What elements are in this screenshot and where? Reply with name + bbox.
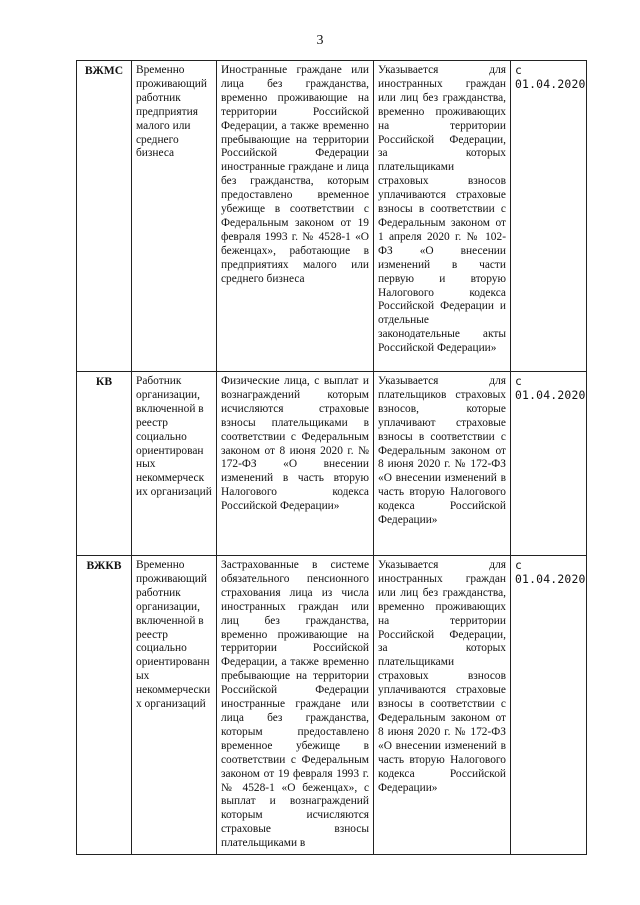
effective-date: с 01.04.2020: [515, 63, 586, 91]
category-code: ВЖМС: [84, 64, 124, 77]
table-row: [77, 372, 587, 556]
category-name: Работник организации, включенной в реестр социально ориентирован ных некоммерческ их организаций: [136, 375, 212, 499]
category-description: Иностранные граждане или лица без гражданства, временно проживающие на территории Российской Федерации, а также временно пребывающие на территории Российской Федерации иностранные граждане и лица без гражданства, которым предоставлено временное убежище в соответствии с Федеральным законом от 19 февраля 1993 г. № 4528-1 «О беженцах», работающие в предприятиях малого или среднего бизнеса: [221, 64, 369, 285]
effective-date: с 01.04.2020: [515, 374, 586, 402]
category-name-cell: [132, 61, 217, 372]
category-code-cell: [77, 556, 132, 855]
category-codes-table: [76, 60, 587, 855]
category-note-cell: [374, 556, 511, 855]
category-code: КВ: [95, 375, 113, 388]
category-description: Застрахованные в системе обязательного пенсионного страхования лица из числа иностранных граждан или лиц без гражданства, временно проживающие на территории Российской Федерации, а также временно пребывающие на территории Российской Федерации иностранные граждане или лица без гражданства, которым предоставлено временное убежище в соответствии с Федеральным законом от 19 февраля 1993 г. № 4528-1 «О беженцах», с выплат и вознаграждений которым исчисляются страховые взносы плательщиками в: [221, 559, 369, 850]
category-description: Физические лица, с выплат и вознаграждений которым исчисляются страховые взносы плательщиками в соответствии с Федеральным законом от 8 июня 2020 г. № 172-ФЗ «О внесении изменений в часть вторую Налогового кодекса Российской Федерации»: [221, 375, 369, 513]
category-code-cell: [77, 61, 132, 372]
category-note: Указывается для иностранных граждан или лиц без гражданства, временно проживающих на территории Российской Федерации, за которых плательщиками страховых взносов уплачиваются страховые взносы в соответствии с Федеральным законом от 1 апреля 2020 г. № 102-ФЗ «О внесении изменений в части первую и вторую Налогового кодекса Российской Федерации и отдельные законодательные акты Российской Федерации»: [378, 64, 506, 355]
category-name-cell: [132, 556, 217, 855]
category-description-cell: [217, 372, 374, 556]
table-row: [77, 556, 587, 855]
category-note: Указывается для иностранных граждан или лиц без гражданства, временно проживающих на территории Российской Федерации, за которых плательщиками страховых взносов уплачиваются страховые взносы в соответствии с Федеральным законом от 8 июня 2020 г. № 172-ФЗ «О внесении изменений в часть вторую Налогового кодекса Российской Федерации»: [378, 559, 506, 794]
category-name: Временно проживающий работник организации, включенной в реестр социально ориентированн ых некоммерчески х организаций: [136, 559, 211, 711]
effective-date-cell: [511, 61, 587, 372]
table-row: [77, 61, 587, 372]
category-description-cell: [217, 556, 374, 855]
effective-date-cell: [511, 556, 587, 855]
page-number: 3: [316, 33, 324, 48]
category-note: Указывается для плательщиков страховых взносов, которые уплачивают страховые взносы в соответствии с Федеральным законом от 8 июня 2020 г. № 172-ФЗ «О внесении изменений в часть вторую Налогового кодекса Российской Федерации»: [378, 375, 506, 527]
category-code: ВЖКВ: [86, 559, 122, 572]
category-code-cell: [77, 372, 132, 556]
effective-date-cell: [511, 372, 587, 556]
category-note-cell: [374, 372, 511, 556]
category-name-cell: [132, 372, 217, 556]
effective-date: с 01.04.2020: [515, 558, 586, 586]
category-name: Временно проживающий работник предприятия малого или среднего бизнеса: [136, 64, 207, 160]
category-note-cell: [374, 61, 511, 372]
category-description-cell: [217, 61, 374, 372]
